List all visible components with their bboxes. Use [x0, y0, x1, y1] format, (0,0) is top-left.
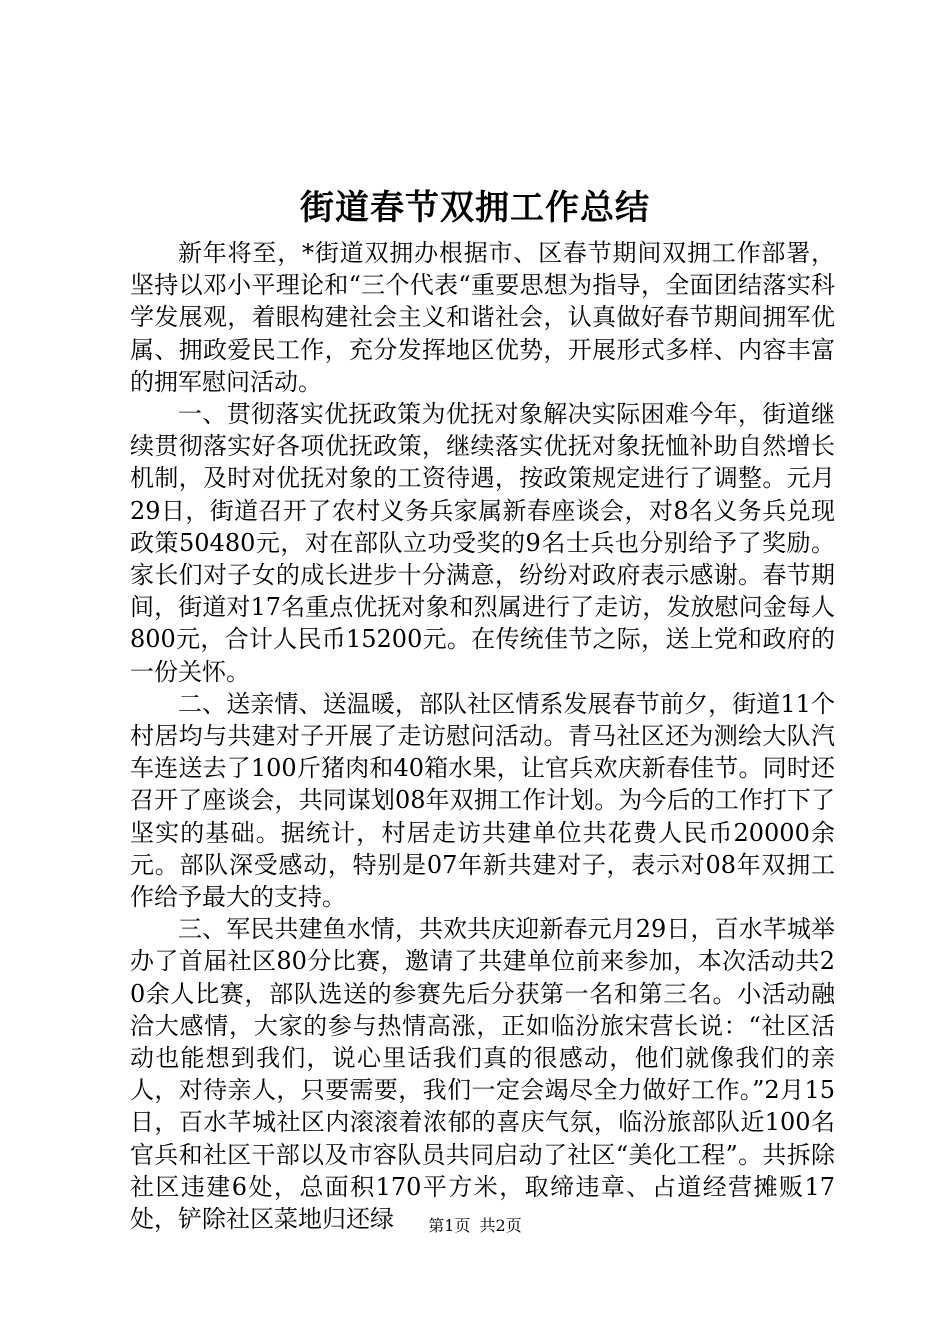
page-number: 第1页 — [428, 1216, 471, 1235]
paragraph-section-2: 二、送亲情、送温暖，部队社区情系发展春节前夕，街道11个村居均与共建对子开展了走访慰问活动。青马社区还为测绘大队汽车连送去了100斤猪肉和40箱水果，让官兵欢庆新春佳节。同时还召开了座谈会，共同谋划08年双拥工作计划。为今后的工作打下了坚实的基础。据统计，村居走访共建单位共花费人民币20000余元。部队深受感动，特别是07年新共建对子，表示对08年双拥工作给予最大的支持。 — [130, 689, 835, 912]
document-title: 街道春节双拥工作总结 — [300, 188, 650, 228]
document-body — [130, 237, 835, 1235]
page-total: 共2页 — [479, 1216, 522, 1235]
page-footer — [0, 1216, 950, 1236]
paragraph-section-3: 三、军民共建鱼水情，共欢共庆迎新春元月29日，百水芊城举办了首届社区80分比赛，邀请了共建单位前来参加，本次活动共20余人比赛，部队选送的参赛先后分获第一名和第三名。小活动融洽大感情，大家的参与热情高涨，正如临汾旅宋营长说：“社区活动也能想到我们，说心里话我们真的很感动，他们就像我们的亲人，对待亲人，只要需要，我们一定会竭尽全力做好工作。”2月15日，百水芊城社区内滚滚着浓郁的喜庆气氛，临汾旅部队近100名官兵和社区干部以及市容队员共同启动了社区“美化工程”。共拆除社区违建6处，总面积170平方米，取缔违章、占道经营摊贩17处，铲除社区菜地归还绿 — [130, 915, 835, 1234]
paragraph-section-1: 一、贯彻落实优抚政策为优抚对象解决实际困难今年，街道继续贯彻落实好各项优抚政策，继续落实优抚对象抚恤补助自然增长机制，及时对优抚对象的工资待遇，按政策规定进行了调整。元月29日，街道召开了农村义务兵家属新春座谈会，对8名义务兵兑现政策50480元，对在部队立功受奖的9名士兵也分别给予了奖励。家长们对子女的成长进步十分满意，纷纷对政府表示感谢。春节期间，街道对17名重点优抚对象和烈属进行了走访，发放慰问金每人800元，合计人民币15200元。在传统佳节之际，送上党和政府的一份关怀。 — [130, 400, 835, 686]
paragraph-intro: 新年将至，*街道双拥办根据市、区春节期间双拥工作部署，坚持以邓小平理论和“三个代表“重要思想为指导，全面团结落实科学发展观，着眼构建社会主义和谐社会，认真做好春节期间拥军优属、拥政爱民工作，充分发挥地区优势，开展形式多样、内容丰富的拥军慰问活动。 — [130, 239, 835, 396]
